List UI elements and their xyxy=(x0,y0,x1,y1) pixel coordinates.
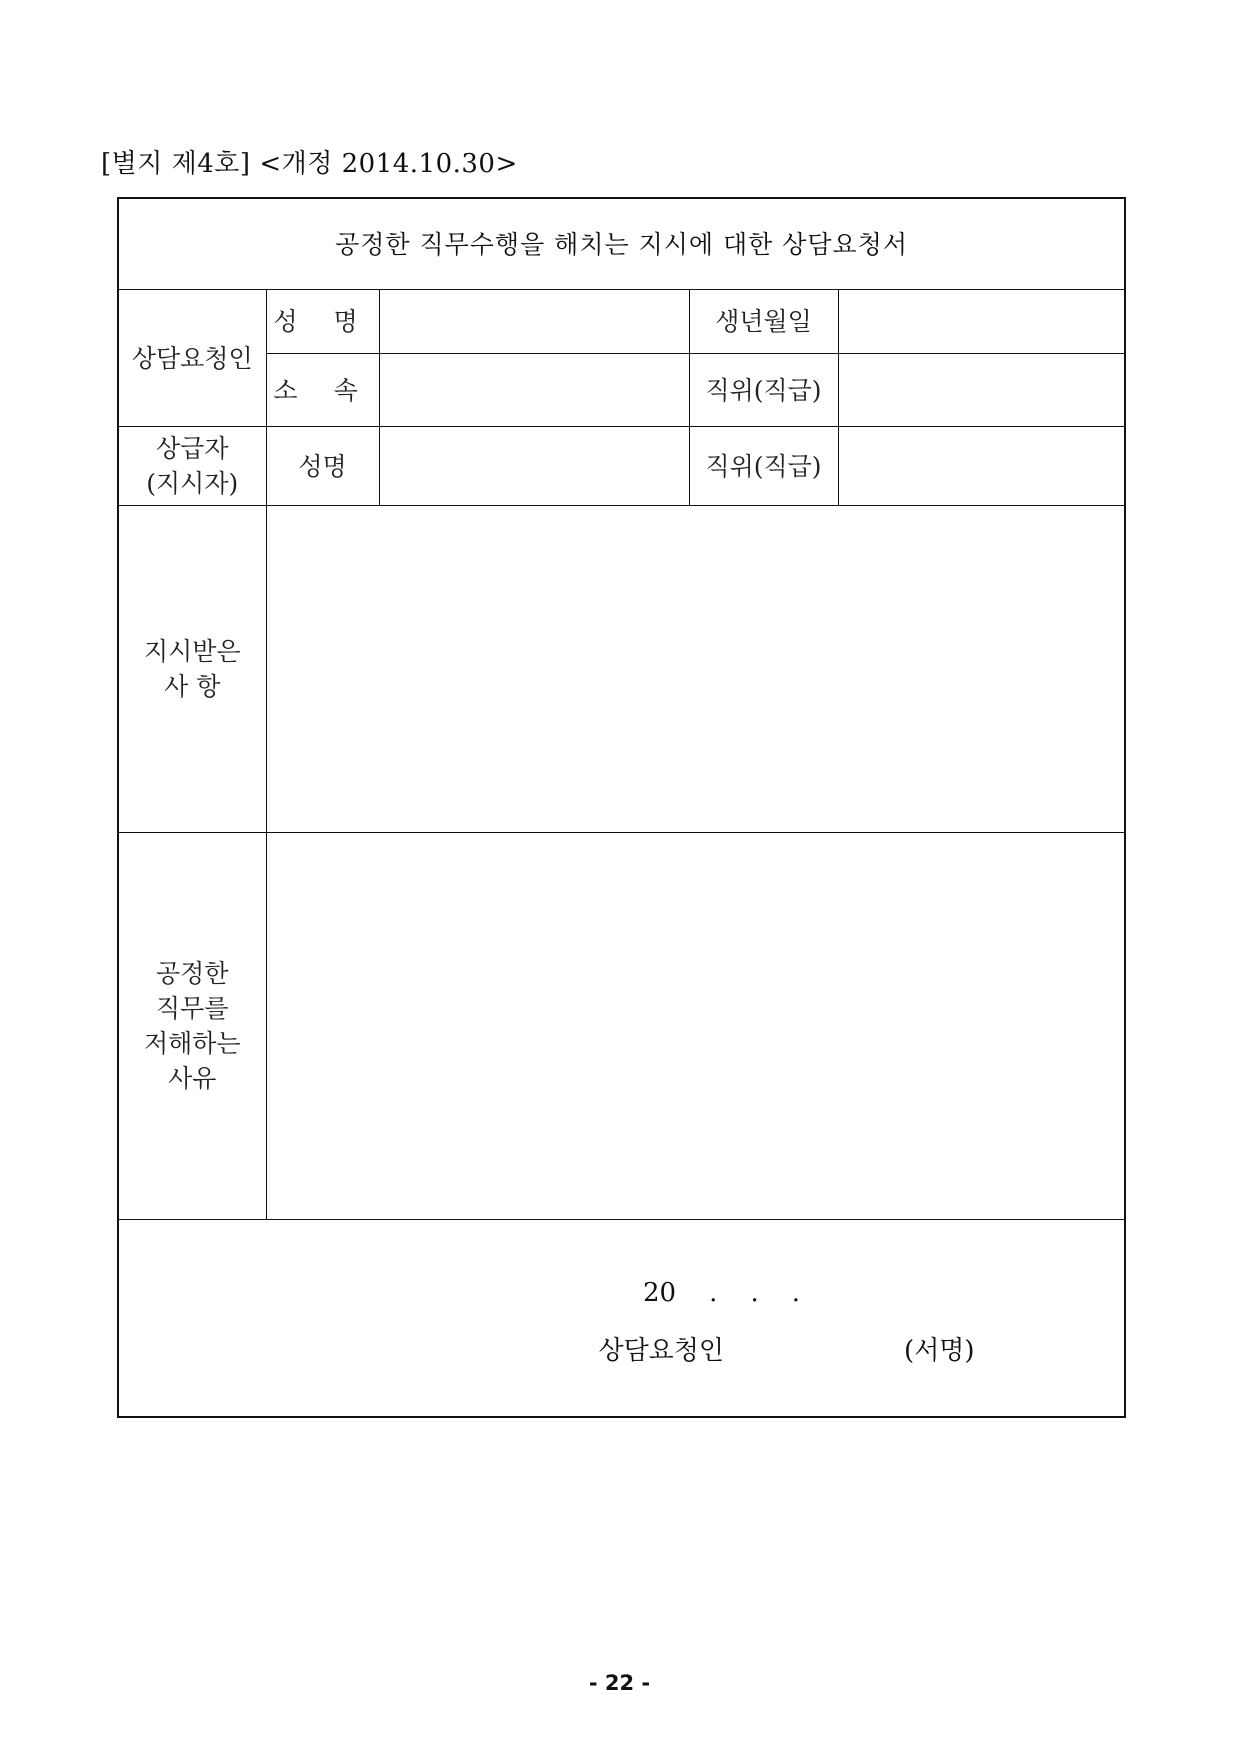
reason-label: 공정한 직무를 저해하는 사유 xyxy=(118,833,266,1220)
superior-name-field[interactable] xyxy=(379,427,689,506)
reason-details-field[interactable] xyxy=(266,833,1125,1220)
signature-section xyxy=(118,1220,1125,1418)
name-label: 성 명 xyxy=(266,290,379,354)
signer-label: 상담요청인 xyxy=(598,1336,725,1366)
affiliation-field[interactable] xyxy=(379,354,689,427)
superior-name-label: 성명 xyxy=(266,427,379,506)
form-title: 공정한 직무수행을 해치는 지시에 대한 상담요청서 xyxy=(118,198,1125,290)
birthdate-label: 생년월일 xyxy=(689,290,838,354)
signature-line xyxy=(119,1333,1124,1369)
signature-label[interactable]: (서명) xyxy=(904,1336,975,1366)
affiliation-label: 소 속 xyxy=(266,354,379,427)
form-attachment-note: [별지 제4호] <개정 2014.10.30> xyxy=(101,149,518,179)
page-number: - 22 - xyxy=(588,1671,651,1695)
instruction-label: 지시받은 사 항 xyxy=(118,506,266,833)
position-label: 직위(직급) xyxy=(689,354,838,427)
superior-label: 상급자 (지시자) xyxy=(118,427,266,506)
requester-name-field[interactable] xyxy=(379,290,689,354)
date-line: 20 . . . xyxy=(642,1277,801,1308)
birthdate-field[interactable] xyxy=(838,290,1125,354)
requester-label: 상담요청인 xyxy=(118,290,266,427)
superior-position-field[interactable] xyxy=(838,427,1125,506)
instruction-details-field[interactable] xyxy=(266,506,1125,833)
superior-position-label: 직위(직급) xyxy=(689,427,838,506)
consultation-request-form xyxy=(117,197,1126,1418)
position-field[interactable] xyxy=(838,354,1125,427)
